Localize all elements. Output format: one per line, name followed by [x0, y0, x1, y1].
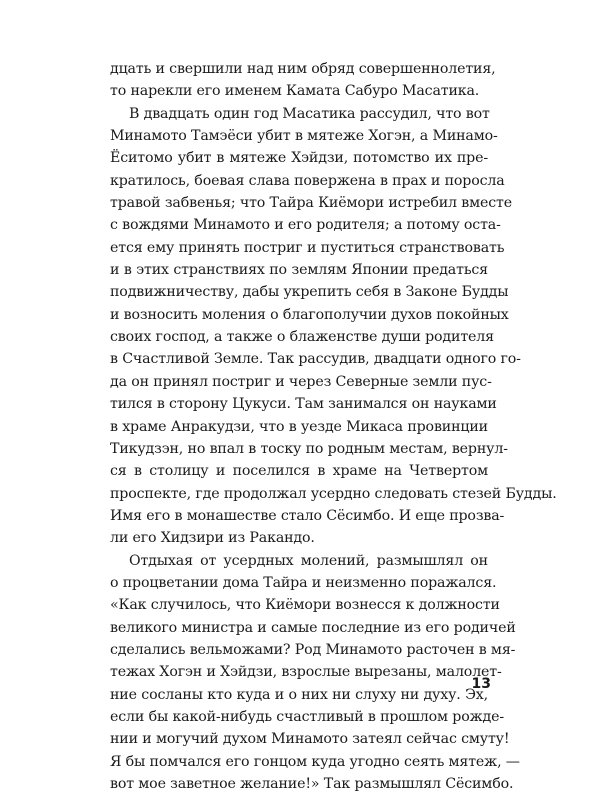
text-line: Имя его в монашестве стало Сёсимбо. И еще прозва-	[110, 507, 505, 524]
text-line: кратилось, боевая слава повержена в прах и поросла	[110, 172, 505, 189]
text-line: подвижничеству, дабы укрепить себя в Законе Будды	[110, 284, 509, 301]
text-line: ние сосланы кто куда и о них ни слуху ни духу. Эх,	[110, 686, 488, 703]
text-line: с вождями Минамото и его родителя; а потому оста-	[110, 217, 501, 234]
text-line: да он принял постриг и через Северные земли пус-	[110, 373, 492, 390]
text-line: в Счастливой Земле. Так рассудив, двадцати одного го-	[110, 351, 521, 368]
text-line: Я бы помчался его гонцом куда угодно сеять мятеж, —	[110, 753, 520, 770]
text-line: нии и могучий духом Минамото затеял сейчас смуту!	[110, 731, 510, 748]
text-line: ется ему принять постриг и пуститься странствовать	[110, 239, 505, 256]
text-line: ся в столицу и поселился в храме на Четвертом	[110, 463, 488, 480]
text-line: своих господ, а также о блаженстве души родителя	[110, 329, 494, 346]
text-line: проспекте, где продолжал усердно следовать стезей Будды.	[110, 485, 557, 502]
text-line: и в этих странствиях по землям Японии предаться	[110, 262, 488, 279]
text-line: Минамото Тамэёси убит в мятеже Хогэн, а Минамо-	[110, 128, 498, 145]
text-line: если бы какой-нибудь счастливый в прошлом рожде-	[110, 708, 504, 725]
text-line: и возносить моления о благополучии духов покойных	[110, 306, 509, 323]
text-line: В двадцать один год Масатика рассудил, что вот	[129, 105, 490, 122]
text-line: тился в сторону Цукуси. Там занимался он науками	[110, 396, 497, 413]
text-line: Тикудзэн, но впал в тоску по родным местам, вернул-	[110, 440, 508, 457]
text-line: травой забвенья; что Тайра Киёмори истребил вместе	[110, 195, 512, 212]
page-text	[110, 58, 557, 795]
text-line: о процветании дома Тайра и неизменно поражался.	[110, 574, 497, 591]
text-line: Ёситомо убит в мятеже Хэйдзи, потомство их пре-	[110, 150, 488, 167]
text-line: то нарекли его именем Камата Сабуро Масатика.	[110, 83, 480, 100]
text-line: дцать и свершили над ним обряд совершеннолетия,	[110, 61, 496, 77]
text-line: «Как случилось, что Киёмори вознесся к должности	[110, 597, 500, 614]
page-number: 13	[471, 676, 491, 692]
text-line: тежах Хогэн и Хэйдзи, взрослые вырезаны, малолет-	[110, 664, 502, 681]
text-line: в храме Анракудзи, что в уезде Микаса провинции	[110, 418, 488, 435]
text-line: вот мое заветное желание!» Так размышлял Сёсимбо.	[110, 776, 514, 792]
text-line: сделались вельможами? Род Минамото расточен в мя-	[110, 641, 516, 658]
text-line: великого министра и самые последние из его родичей	[110, 619, 516, 636]
text-line: ли его Хидзири из Ракандо.	[110, 530, 315, 547]
text-line: Отдыхая от усердных молений, размышлял он	[129, 552, 488, 569]
